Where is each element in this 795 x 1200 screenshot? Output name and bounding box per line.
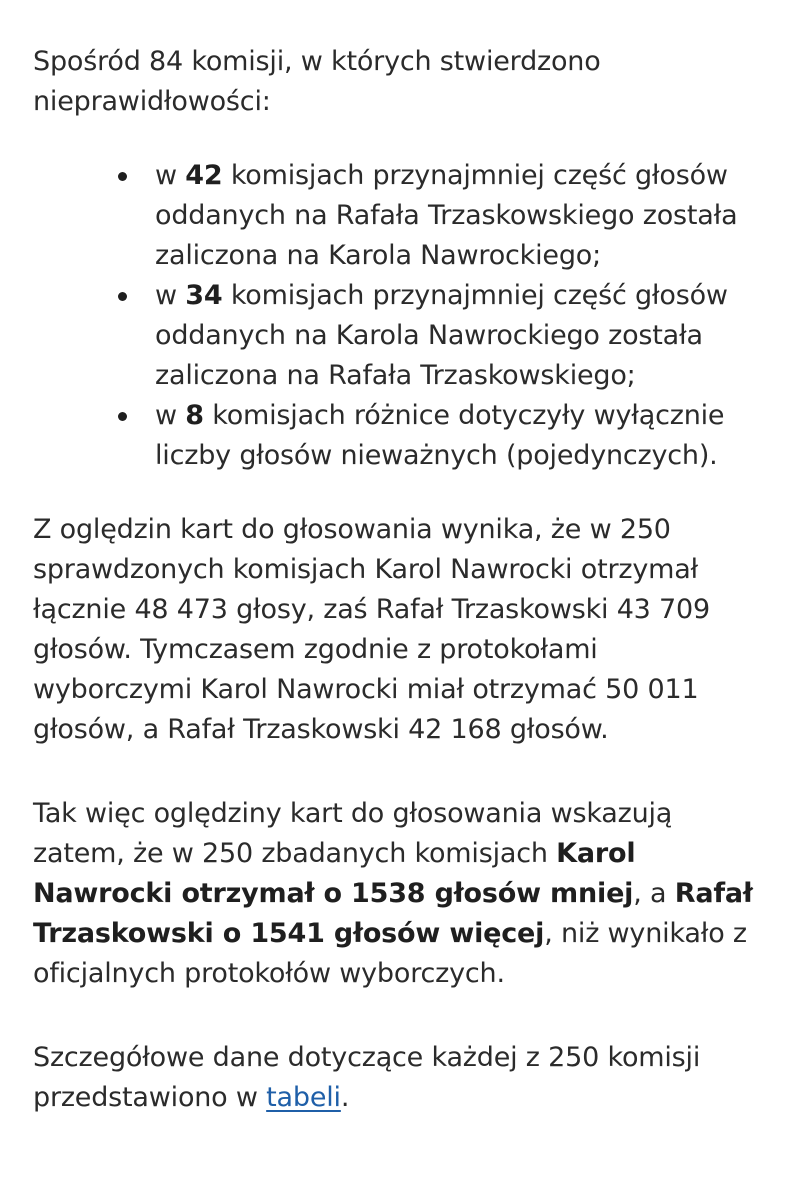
list-item-count: 8 [185,400,204,431]
list-item-text: komisjach różnice dotyczyły wyłącznie liczby głosów nieważnych (pojedynczych). [155,400,725,471]
list-item-text: komisjach przynajmniej część głosów oddanych na Karola Nawrockiego została zaliczona na Rafała Trzaskowskiego; [155,280,728,391]
results-paragraph [33,510,755,750]
details-text: Szczegółowe dane dotyczące każdej z 250 komisji przedstawiono w [33,1042,701,1113]
summary-bold-nawrocki: Karol Nawrocki otrzymał o 1538 głosów mniej [33,838,636,909]
list-item-prefix: w [155,160,186,191]
summary-text-3: , niż wynikało z oficjalnych protokołów wyborczych. [33,918,747,989]
intro-paragraph [33,42,755,122]
list-item-count: 34 [185,280,223,311]
list-item [155,276,755,396]
summary-text-1: Tak więc oględziny kart do głosowania wskazują zatem, że w 250 zbadanych komisjach [33,798,673,869]
details-end: . [340,1082,350,1113]
summary-text-2: , a [633,878,675,909]
findings-list [33,156,755,476]
list-item-prefix: w [155,400,186,431]
intro-text: Spośród 84 komisji, w których stwierdzono nieprawidłowości: [33,46,601,117]
summary-bold-trzaskowski: Rafał Trzaskowski o 1541 głosów więcej [33,878,753,949]
details-paragraph [33,1038,755,1118]
list-item [155,396,755,476]
list-item-prefix: w [155,280,186,311]
table-link[interactable]: tabeli [266,1082,341,1113]
list-item [155,156,755,276]
list-item-text: komisjach przynajmniej część głosów oddanych na Rafała Trzaskowskiego została zaliczona na Karola Nawrockiego; [155,160,738,271]
summary-paragraph [33,794,755,994]
results-text: Z oględzin kart do głosowania wynika, że w 250 sprawdzonych komisjach Karol Nawrocki otrzymał łącznie 48 473 głosy, zaś Rafał Trzaskowski 43 709 głosów. Tymczasem zgodnie z protokołami wyborczymi Karol Nawrocki miał otrzymać 50 011 głosów, a Rafał Trzaskowski 42 168 głosów. [33,514,710,745]
bullet-dot-icon [118,412,127,421]
bullet-dot-icon [118,292,127,301]
bullet-dot-icon [118,172,127,181]
list-item-count: 42 [185,160,223,191]
